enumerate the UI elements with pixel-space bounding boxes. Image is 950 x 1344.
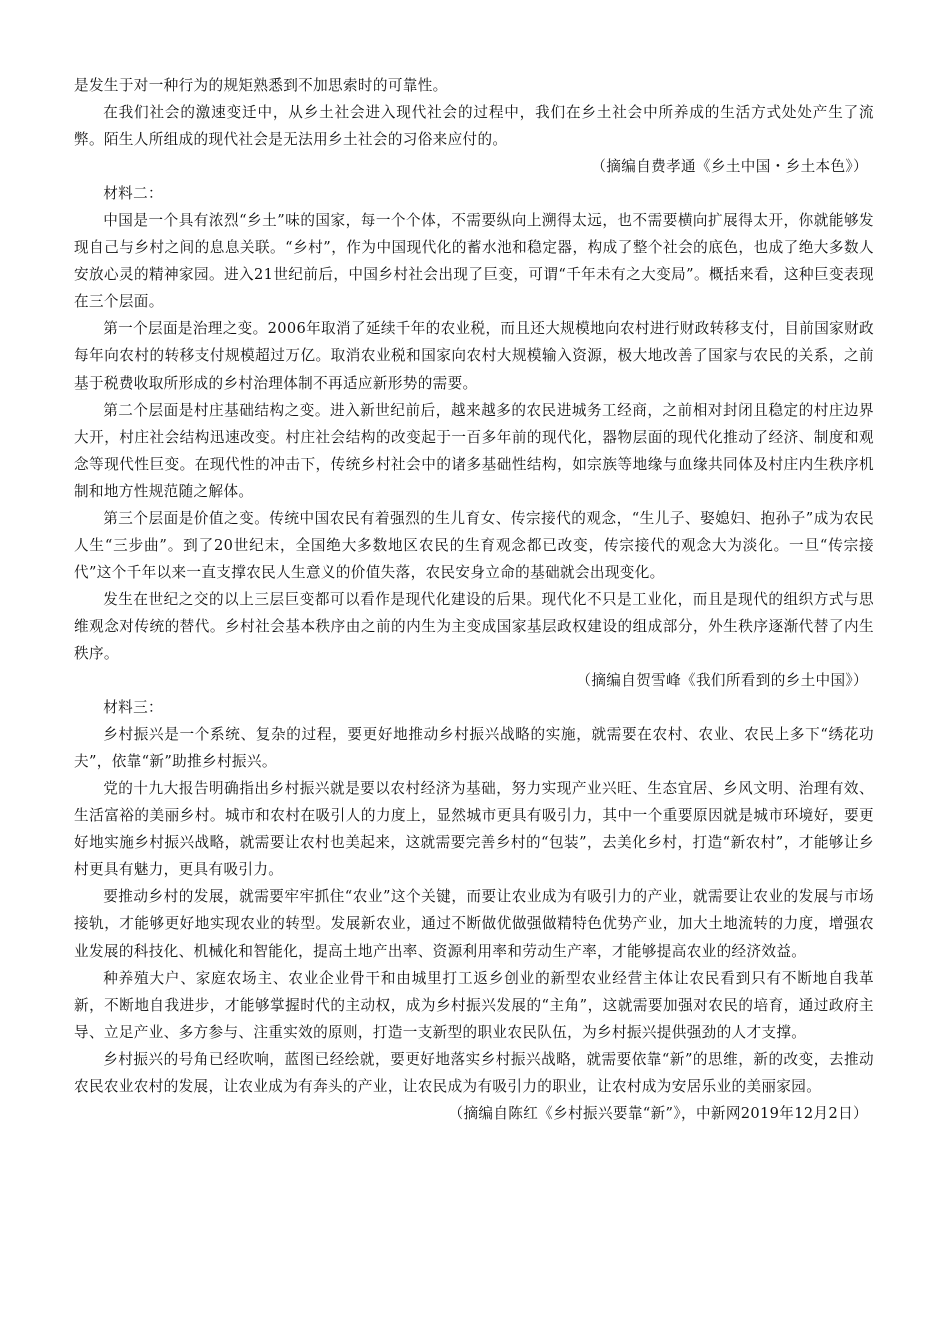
material1-continuation: 是发生于对一种行为的规矩熟悉到不加思索时的可靠性。 [74, 77, 448, 94]
material2-paragraph-3: 第二个层面是村庄基础结构之变。进入新世纪前后，越来越多的农民进城务工经商，之前相对封闭且稳定的村庄边界大开，村庄社会结构迅速改变。村庄社会结构的改变起于一百多年前的现代化，器物层面的现代化推动了经济、制度和观念等现代性巨变。在现代性的冲击下，传统乡村社会中的诸多基础性结构，如宗族等地缘与血缘共同体及村庄内生秩序机制和地方性规范随之解体。 [74, 401, 874, 500]
material2-paragraph-4: 第三个层面是价值之变。传统中国农民有着强烈的生儿育女、传宗接代的观念，“生儿子、娶媳妇、抱孙子”成为农民人生“三步曲”。到了20世纪末，全国绝大多数地区农民的生育观念都已改变，传宗接代的观念大为淡化。一旦“传宗接代”这个千年以来一直支撑农民人生意义的价值失落，农民安身立命的基础就会出现变化。 [74, 509, 874, 581]
material2-label: 材料二： [103, 185, 163, 203]
material2-paragraph-1: 中国是一个具有浓烈“乡土”味的国家，每一个个体，不需要纵向上溯得太远，也不需要横向扩展得太开，你就能够发现自己与乡村之间的息息关联。“乡村”，作为中国现代化的蓄水池和稳定器，构成了整个社会的底色，也成了绝大多数人安放心灵的精神家园。进入21世纪前后，中国乡村社会出现了巨变，可谓“千年未有之大变局”。概括来看，这种巨变表现在三个层面。 [74, 212, 874, 311]
material2-paragraph-5: 发生在世纪之交的以上三层巨变都可以看作是现代化建设的后果。现代化不只是工业化，而且是现代的组织方式与思维观念对传统的替代。乡村社会基本秩序由之前的内生为主变成国家基层政权建设的组成部分，外生秩序逐渐代替了内生秩序。 [74, 590, 874, 662]
material3-paragraph-4: 种养殖大户、家庭农场主、农业企业骨干和由城里打工返乡创业的新型农业经营主体让农民看到只有不断地自我革新，不断地自我进步，才能够掌握时代的主动权，成为乡村振兴发展的“主角”，这就需要加强对农民的培育，通过政府主导、立足产业、多方参与、注重实效的原则，打造一支新型的职业农民队伍，为乡村振兴提供强劲的人才支撑。 [74, 969, 874, 1041]
material1-paragraph-2: 在我们社会的激速变迁中，从乡土社会进入现代社会的过程中，我们在乡土社会中所养成的生活方式处处产生了流弊。陌生人所组成的现代社会是无法用乡土社会的习俗来应付的。 [74, 104, 874, 149]
material3-source: （摘编自陈红《乡村振兴要靠“新”》，中新网2019年12月2日） [448, 1104, 868, 1122]
material3-label: 材料三： [103, 699, 163, 717]
document-page [74, 72, 874, 1127]
material3-paragraph-2: 党的十九大报告明确指出乡村振兴就是要以农村经济为基础，努力实现产业兴旺、生态宜居、乡风文明、治理有效、生活富裕的美丽乡村。城市和农村在吸引人的力度上，显然城市更具有吸引力，其中一个重要原因就是城市环境好，要更好地实施乡村振兴战略，就需要让农村也美起来，这就需要完善乡村的“包装”，去美化乡村，打造“新农村”，才能够让乡村更具有魅力，更具有吸引力。 [74, 780, 874, 879]
material2-paragraph-2: 第一个层面是治理之变。2006年取消了延续千年的农业税，而且还大规模地向农村进行财政转移支付，目前国家财政每年向农村的转移支付规模超过万亿。取消农业税和国家向农村大规模输入资源，极大地改善了国家与农民的关系，之前基于税费收取所形成的乡村治理体制不再适应新形势的需要。 [74, 320, 874, 392]
material3-paragraph-1: 乡村振兴是一个系统、复杂的过程，要更好地推动乡村振兴战略的实施，就需要在农村、农业、农民上多下“绣花功夫”，依靠“新”助推乡村振兴。 [74, 726, 874, 771]
material2-source: （摘编自贺雪峰《我们所看到的乡土中国》） [576, 672, 868, 690]
material1-source: （摘编自费孝通《乡土中国・乡土本色》） [591, 158, 868, 176]
material3-paragraph-3: 要推动乡村的发展，就需要牢牢抓住“农业”这个关键，而要让农业成为有吸引力的产业，就需要让农业的发展与市场接轨，才能够更好地实现农业的转型。发展新农业，通过不断做优做强做精特色优势产业，加大土地流转的力度，增强农业发展的科技化、机械化和智能化，提高土地产出率、资源利用率和劳动生产率，才能够提高农业的经济效益。 [74, 888, 874, 960]
material3-paragraph-5: 乡村振兴的号角已经吹响，蓝图已经绘就，要更好地落实乡村振兴战略，就需要依靠“新”的思维，新的改变，去推动农民农业农村的发展，让农业成为有奔头的产业，让农民成为有吸引力的职业，让农村成为安居乐业的美丽家园。 [74, 1050, 874, 1095]
